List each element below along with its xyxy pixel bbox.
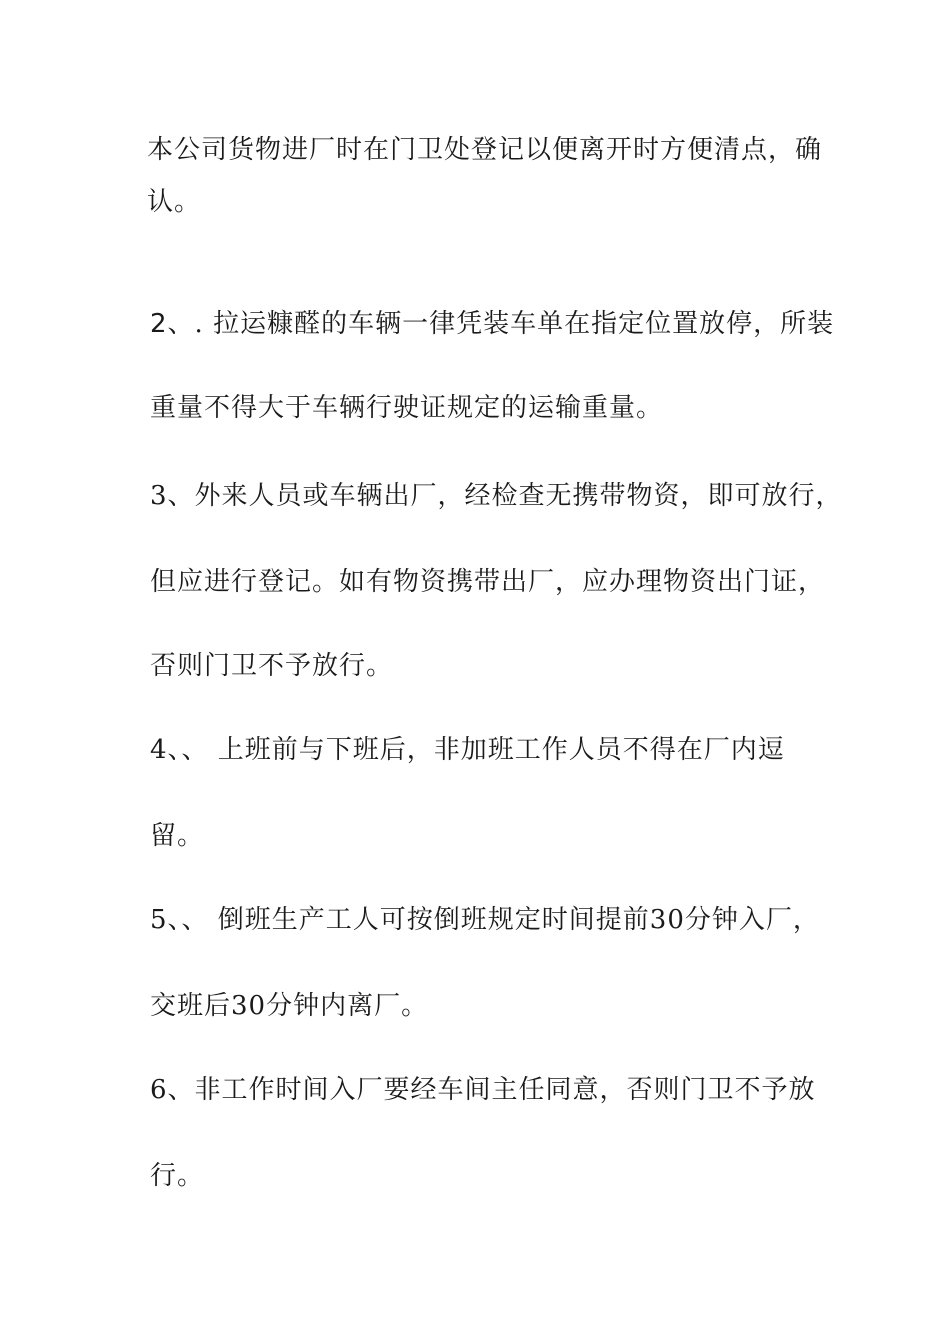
item-5-marker: 5 (150, 905, 168, 935)
intro-line-2: 认。 (147, 187, 202, 217)
item-2-line-2: 重量不得大于车辆行驶证规定的运输重量。 (150, 393, 664, 423)
item-4-marker: 4 (150, 735, 168, 765)
item-4-text-1: 、、 上班前与下班后，非加班工作人员不得在厂内逗 (167, 735, 785, 765)
item-4-line-2: 留。 (150, 821, 205, 851)
item-3-line-2: 但应进行登记。如有物资携带出厂，应办理物资出门证， (150, 567, 826, 597)
item-6-marker: 6 (150, 1075, 168, 1105)
item-2-marker: 2 (150, 309, 168, 339)
item-3-text-1: 、外来人员或车辆出厂，经检查无携带物资，即可放行， (167, 481, 843, 511)
item-3-line-3: 否则门卫不予放行。 (150, 651, 394, 681)
item-5-text-1: 、、 倒班生产工人可按倒班规定时间提前30分钟入厂， (167, 905, 820, 935)
item-5-line-2: 交班后30分钟内离厂。 (150, 991, 429, 1021)
item-3-line-1 (150, 480, 843, 512)
item-5-line-1 (150, 904, 820, 936)
item-4-line-1 (150, 734, 785, 766)
item-6-text-1: 、非工作时间入厂要经车间主任同意，否则门卫不予放 (167, 1075, 816, 1105)
item-2-text-1: 、. 拉运糠醛的车辆一律凭装车单在指定位置放停，所装 (167, 309, 835, 339)
intro-line-1: 本公司货物进厂时在门卫处登记以便离开时方便清点，确 (147, 135, 823, 165)
item-3-marker: 3 (150, 481, 168, 511)
item-6-line-2: 行。 (150, 1161, 205, 1191)
item-2-line-1 (150, 308, 834, 340)
item-6-line-1 (150, 1074, 816, 1106)
